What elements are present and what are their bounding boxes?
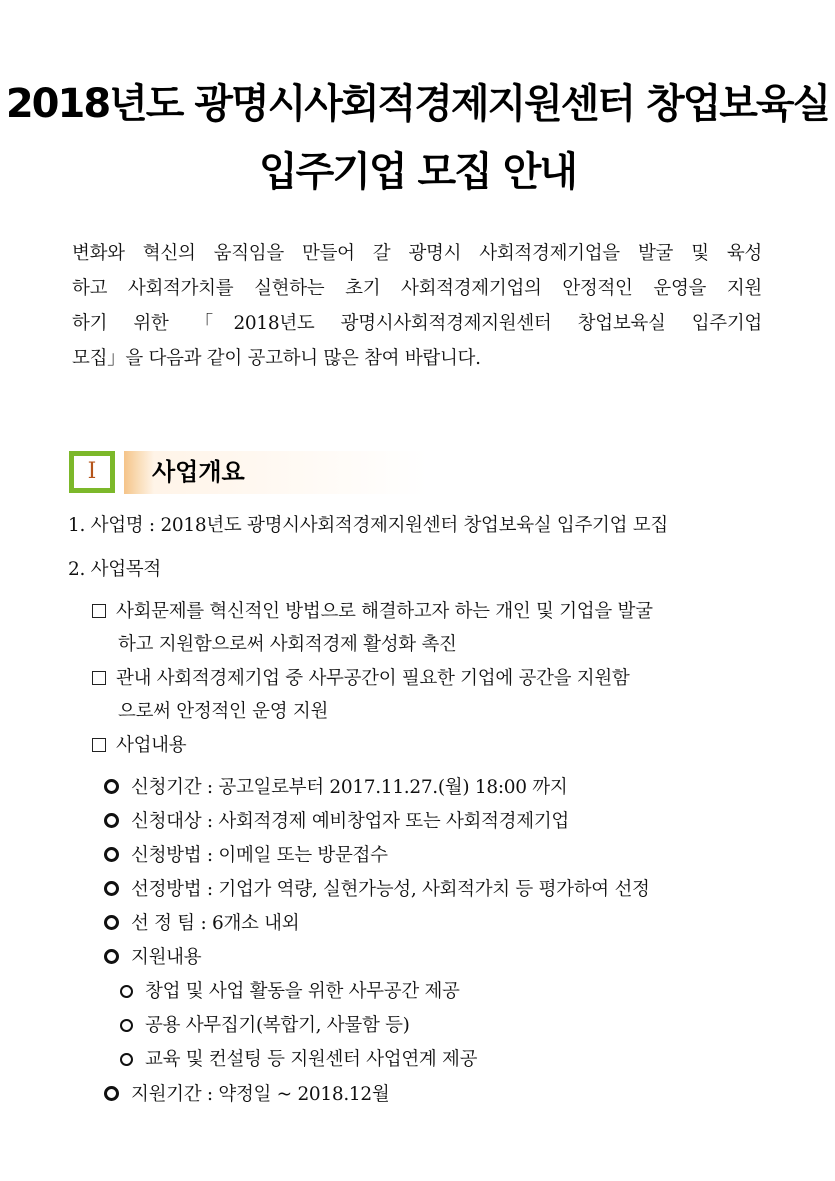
checkbox-square-icon	[92, 671, 106, 685]
content-selection-method: 선정방법 : 기업가 역량, 실현가능성, 사회적가치 등 평가하여 선정	[104, 875, 650, 901]
purpose-1-continued: 하고 지원함으로써 사회적경제 활성화 촉진	[118, 634, 457, 655]
intro-line-3: 하기 위한 「2018년도 광명시사회적경제지원센터 창업보육실 입주기업	[72, 313, 762, 334]
document-title-line-2: 입주기업 모집 안내	[259, 149, 576, 195]
circle-bullet-icon	[104, 813, 119, 828]
intro-line-1: 변화와 혁신의 움직임을 만들어 갈 광명시 사회적경제기업을 발굴 및 육성	[72, 243, 762, 264]
purpose-2-continued: 으로써 안정적인 운영 지원	[118, 701, 329, 722]
content-application-method: 신청방법 : 이메일 또는 방문접수	[104, 841, 388, 867]
purpose-2-text: 관내 사회적경제기업 중 사무공간이 필요한 기업에 공간을 지원함	[116, 668, 630, 689]
content-support-period: 지원기간 : 약정일 ~ 2018.12월	[104, 1080, 389, 1106]
content-support-details: 지원내용	[104, 943, 201, 969]
support-education-consulting: 교육 및 컨설팅 등 지원센터 사업연계 제공	[120, 1045, 477, 1071]
circle-bullet-icon	[104, 881, 119, 896]
intro-paragraph	[72, 236, 762, 376]
purpose-2	[92, 664, 629, 690]
content-eligibility: 신청대상 : 사회적경제 예비창업자 또는 사회적경제기업	[104, 807, 569, 833]
circle-bullet-icon	[104, 949, 119, 964]
purpose-1-text: 사회문제를 혁신적인 방법으로 해결하고자 하는 개인 및 기업을 발굴	[116, 601, 653, 622]
support-shared-equipment: 공용 사무집기(복합기, 사물함 등)	[120, 1011, 410, 1037]
circle-bullet-icon	[104, 779, 119, 794]
circle-bullet-icon	[104, 1086, 119, 1101]
checkbox-square-icon	[92, 738, 106, 752]
business-content-label: 사업내용	[116, 735, 187, 756]
item-business-purpose: 2. 사업목적	[68, 559, 161, 580]
section-number-box: I	[69, 451, 115, 493]
circle-bullet-icon	[120, 1019, 133, 1032]
document-title-line-1: 2018년도 광명시사회적경제지원센터 창업보육실	[5, 81, 830, 127]
section-title: 사업개요	[152, 458, 245, 486]
intro-line-4: 모집」을 다음과 같이 공고하니 많은 참여 바랍니다.	[72, 348, 481, 369]
circle-bullet-icon	[120, 1053, 133, 1066]
circle-bullet-icon	[104, 915, 119, 930]
support-office-space: 창업 및 사업 활동을 위한 사무공간 제공	[120, 977, 460, 1003]
intro-line-2: 하고 사회적가치를 실현하는 초기 사회적경제기업의 안정적인 운영을 지원	[72, 278, 762, 299]
item-business-name: 1. 사업명 : 2018년도 광명시사회적경제지원센터 창업보육실 입주기업 모집	[68, 515, 668, 536]
circle-bullet-icon	[120, 985, 133, 998]
circle-bullet-icon	[104, 847, 119, 862]
content-selected-teams: 선 정 팀 : 6개소 내외	[104, 909, 299, 935]
business-content-header	[92, 731, 186, 757]
content-application-period: 신청기간 : 공고일로부터 2017.11.27.(월) 18:00 까지	[104, 773, 567, 799]
checkbox-square-icon	[92, 604, 106, 618]
purpose-1	[92, 597, 653, 623]
